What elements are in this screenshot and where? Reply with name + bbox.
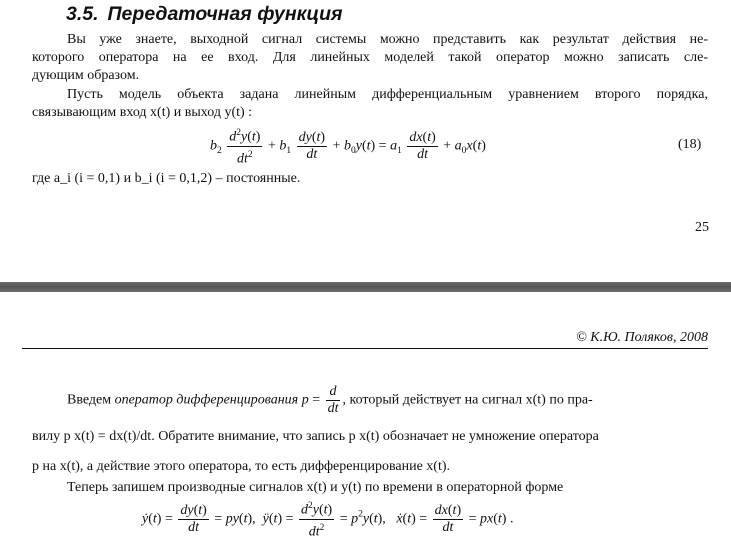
where-line: где a_i (i = 0,1) и b_i (i = 0,1,2) – постоянные.	[32, 171, 301, 186]
line1-before: Введем	[67, 392, 112, 408]
bottom-line3: p на x(t), а действие этого оператора, то есть дифференцирование x(t).	[32, 459, 450, 474]
para1-line2: которого оператора на ее вход. Для линейных моделей такой оператор можно записать сле-	[32, 50, 708, 65]
copyright-header: © К.Ю. Поляков, 2008	[22, 330, 708, 349]
line1-after: , который действует на сигнал x(t) по пра-	[342, 392, 593, 408]
para2-line2-text: связывающим вход x(t) и выход y(t) :	[32, 105, 253, 120]
page-gap	[0, 282, 731, 292]
para2-line2	[32, 104, 252, 121]
bottom-line1: Введем оператор дифференцирования p = $\frac{d}{dt}$ , который действует на сигнал x(t) по пра-	[67, 384, 593, 416]
para1-line1: Вы уже знаете, выходной сигнал системы можно представить как результат действия не-	[67, 32, 708, 47]
para1-line3: дующим образом.	[32, 68, 140, 83]
section-number: 3.5.	[66, 3, 99, 25]
derivative-equations: ẏ(t) = $\frac{dy(t)}{dt}$ = py(t), ÿ(t) = $\frac{d^2y(t)}{dt^2}$ = $p^2y(t)$, ẋ(t) = $\frac{dx(t)}{dt}$ = px(t) .	[142, 501, 514, 540]
section-title	[66, 3, 342, 26]
line1-term: оператор дифференцирования	[114, 392, 299, 408]
page-bottom	[0, 292, 731, 543]
equation-number: (18)	[678, 137, 702, 152]
operator-fraction: $\frac{d}{dt}$	[327, 384, 339, 416]
equation-18: $b_2$ $\frac{d^2y(t)}{dt^2}$ + $b_1$ $\frac{dy(t)}{dt}$ + $b_0y(t) = a_1$ $\frac{dx(t)}{dt}$ + $a_0x(t)$	[210, 128, 486, 167]
bottom-line4: Теперь запишем производные сигналов x(t) и y(t) по времени в операторной форме	[67, 480, 564, 495]
section-title-text: Передаточная функция	[107, 3, 343, 25]
bottom-line2: вилу p x(t) = dx(t)/dt. Обратите внимание, что запись p x(t) обозначает не умножение оператора	[32, 429, 599, 444]
page-number: 25	[695, 220, 709, 235]
para2-line1: Пусть модель объекта задана линейным дифференциальным уравнением второго порядка,	[67, 87, 708, 102]
